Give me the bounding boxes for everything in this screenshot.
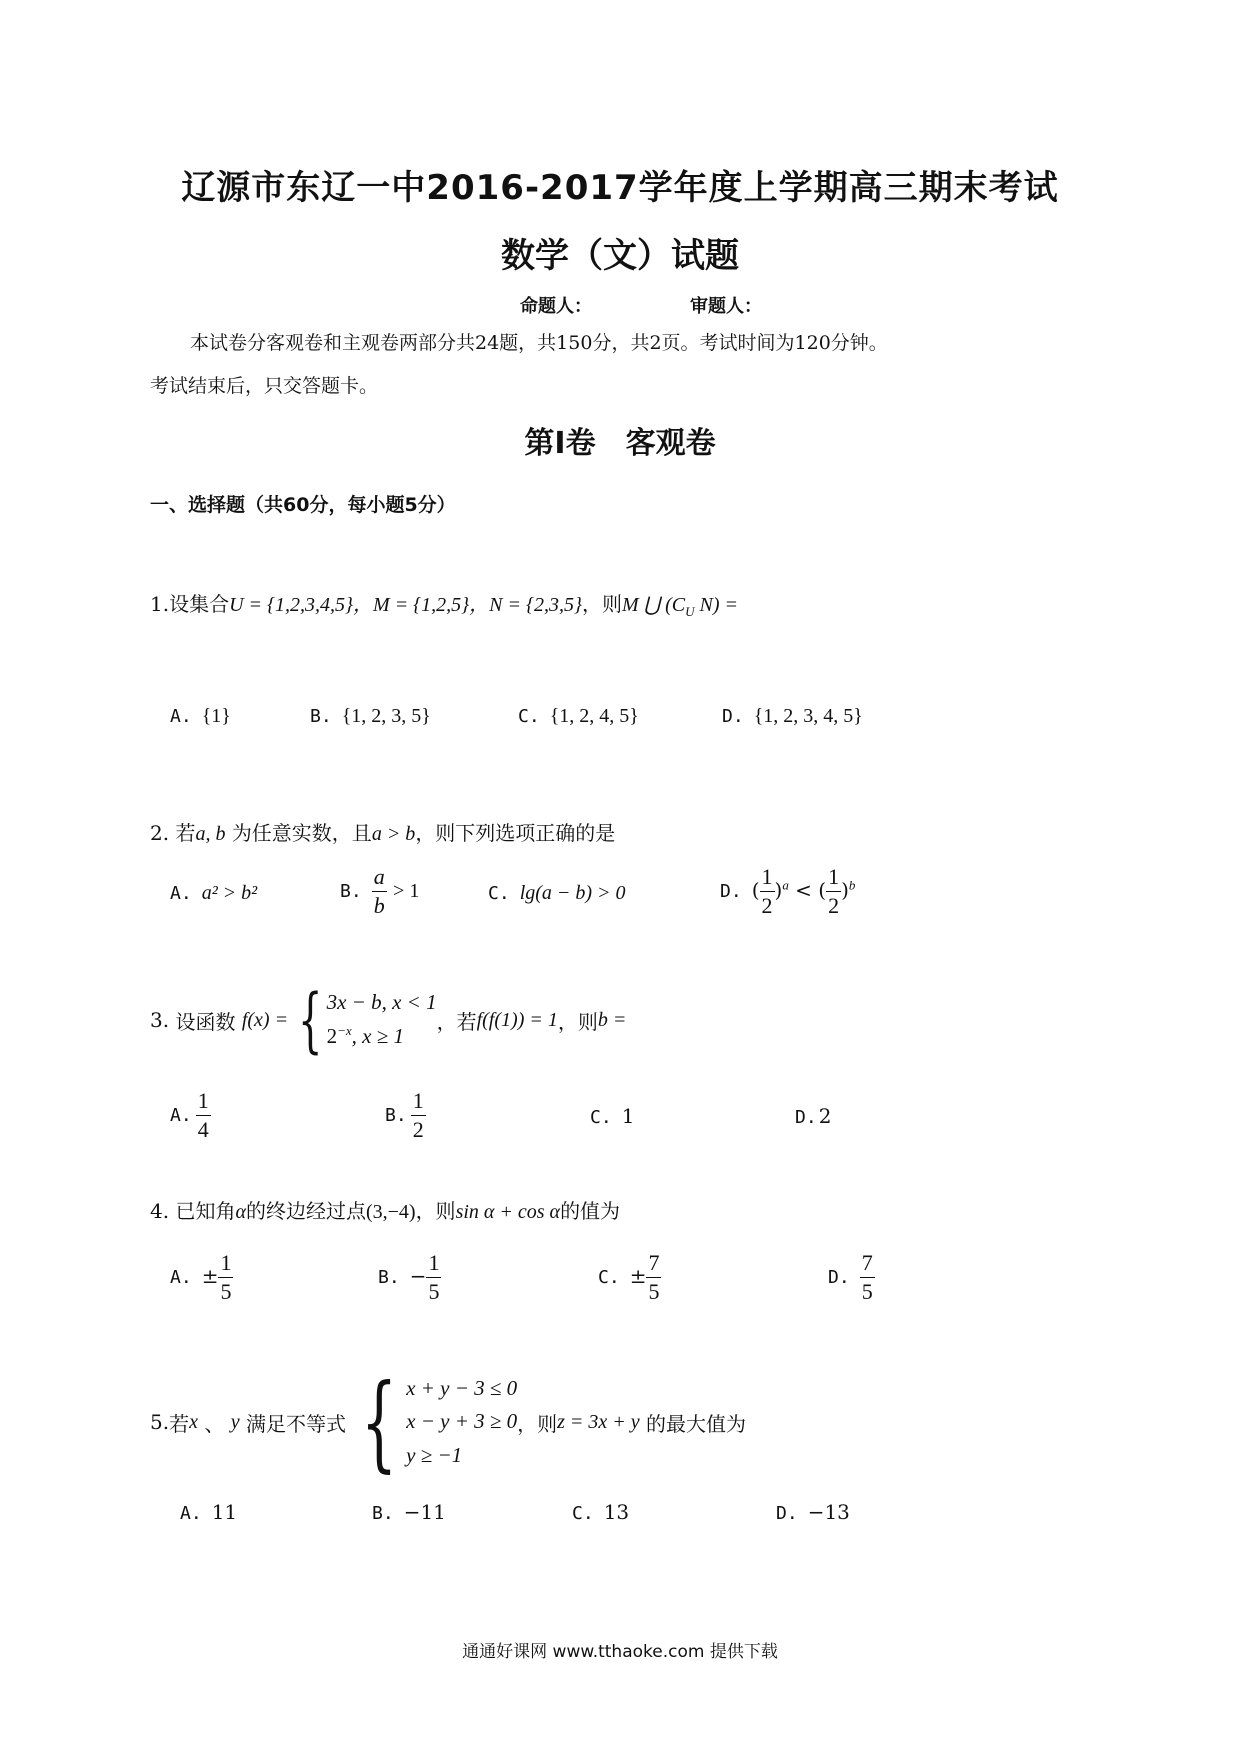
q2-option-c: C. lg(a − b) > 0 bbox=[488, 882, 626, 904]
intro-line-2: 考试结束后，只交答题卡。 bbox=[150, 375, 379, 397]
question-5-stem: 5. 若 x 、 y 满足不等式 { x + y − 3 ≤ 0 x − y + 3 ≥ 0 y ≥ −1 ，则 z = 3x + y 的最大值为 bbox=[150, 1361, 747, 1483]
exam-subtitle: 数学（文）试题 bbox=[501, 236, 739, 276]
piecewise-function: { 3x − b, x < 1 $2^{-x}$, x ≥ 1 bbox=[298, 979, 437, 1061]
inequality-system: { x + y − 3 ≤ 0 x − y + 3 ≥ 0 y ≥ −1 bbox=[360, 1361, 518, 1483]
q3-option-d: D. 2 bbox=[795, 1104, 832, 1128]
footer-source: 通通好课网 www.tthaoke.com 提供下载 bbox=[462, 1642, 778, 1662]
q1-option-d: D. {1, 2, 3, 4, 5} bbox=[722, 705, 863, 727]
question-2-stem: 2. 若a, b 为任意实数，且a > b，则下列选项正确的是 bbox=[150, 821, 616, 845]
q4-option-d: D. $\frac{7}{5}$ bbox=[828, 1250, 873, 1304]
q3-option-c: C. 1 bbox=[590, 1104, 635, 1128]
intro-line-1: 本试卷分客观卷和主观卷两部分共24题，共150分，共2页。考试时间为120分钟。 bbox=[190, 332, 888, 354]
section-title: 一、选择题（共60分，每小题5分） bbox=[150, 494, 456, 516]
q3-option-a: A. $\frac{1}{4}$ bbox=[170, 1088, 209, 1142]
fraction: $\frac{1}{2}$ bbox=[412, 1088, 424, 1142]
q5-option-a: A. 11 bbox=[180, 1500, 238, 1524]
fraction: $\frac{7}{5}$ bbox=[861, 1250, 873, 1304]
part-title: 第Ⅰ卷 客观卷 bbox=[524, 426, 716, 461]
q1-option-b: B. {1, 2, 3, 5} bbox=[310, 705, 431, 727]
q4-option-c: C. ± $\frac{7}{5}$ bbox=[598, 1250, 660, 1304]
setter-label: 命题人： bbox=[520, 296, 592, 317]
exam-title: 辽源市东辽一中2016-2017学年度上学期高三期末考试 bbox=[181, 168, 1059, 208]
question-number: 1. bbox=[150, 592, 170, 616]
question-4-stem: 4. 已知角α的终边经过点(3,−4)，则sin α + cos α的值为 bbox=[150, 1199, 621, 1223]
q3-option-b: B. $\frac{1}{2}$ bbox=[385, 1088, 424, 1142]
q5-option-c: C. 13 bbox=[572, 1500, 630, 1524]
reviewer-label: 审题人： bbox=[690, 296, 762, 317]
fraction: $\frac{1}{2}$ bbox=[761, 864, 773, 918]
fraction: $\frac{1}{5}$ bbox=[428, 1250, 440, 1304]
fraction: $\frac{1}{4}$ bbox=[197, 1088, 209, 1142]
q2-option-d: D. ( $\frac{1}{2}$ )$^a$ < ( $\frac{1}{2}$ )$^b$ bbox=[720, 864, 856, 918]
q1-option-a: A. {1} bbox=[170, 705, 231, 727]
q2-option-a: A. a² > b² bbox=[170, 882, 258, 904]
q4-option-a: A. ± $\frac{1}{5}$ bbox=[170, 1250, 232, 1304]
q5-option-d: D. −13 bbox=[776, 1500, 850, 1524]
fraction: $\frac{7}{5}$ bbox=[648, 1250, 660, 1304]
question-1-stem: 1.设集合U = {1,2,3,4,5}，M = {1,2,5}，N = {2,3,5}，则M ⋃ ($C_U$ N) = bbox=[150, 592, 738, 619]
q1-option-c: C. {1, 2, 4, 5} bbox=[518, 705, 639, 727]
fraction: $\frac{a}{b}$ bbox=[373, 864, 385, 918]
fraction: $\frac{1}{5}$ bbox=[220, 1250, 232, 1304]
fraction: $\frac{1}{2}$ bbox=[828, 864, 840, 918]
q4-option-b: B. − $\frac{1}{5}$ bbox=[378, 1250, 440, 1304]
q5-option-b: B. −11 bbox=[372, 1500, 446, 1524]
q2-option-b: B. $\frac{a}{b}$ > 1 bbox=[340, 864, 420, 918]
question-3-stem: 3. 设函数 f(x) = { 3x − b, x < 1 $2^{-x}$, x ≥ 1 ，若 f(f(1)) = 1 ，则 b = bbox=[150, 979, 627, 1061]
